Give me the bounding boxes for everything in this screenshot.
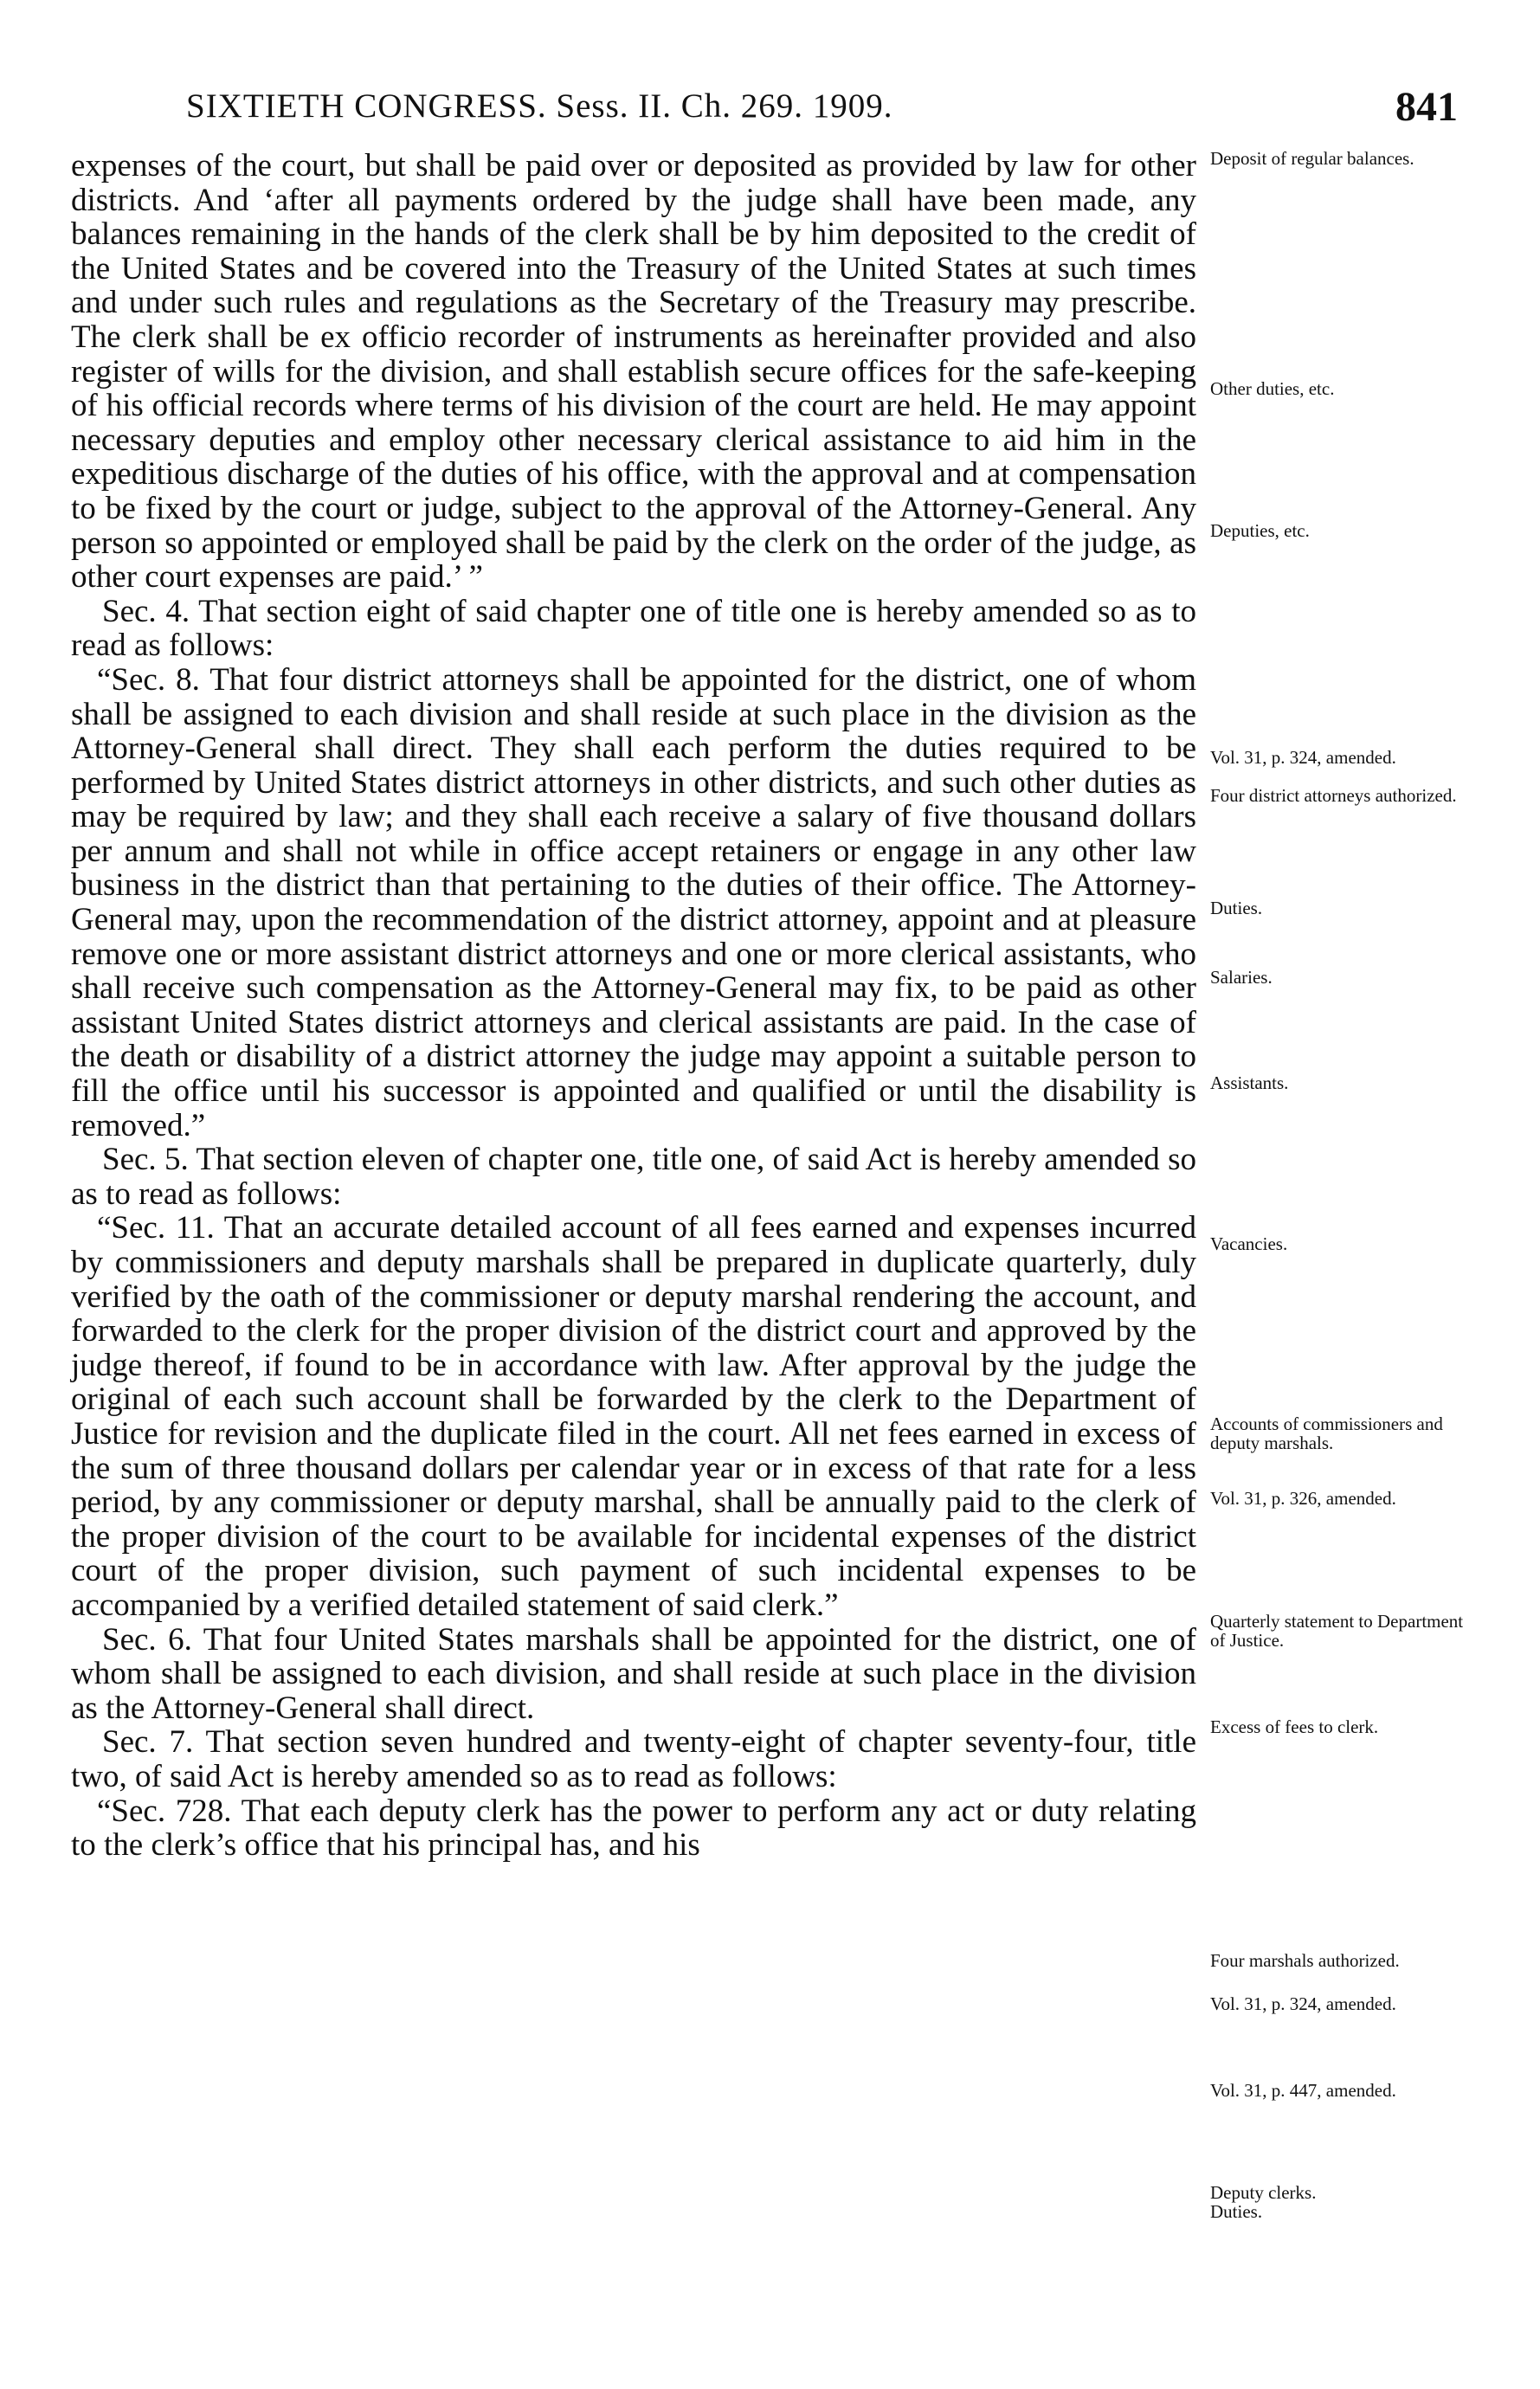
running-head: SIXTIETH CONGRESS. Sess. II. Ch. 269. 1909.	[186, 87, 893, 125]
marginal-note: Vol. 31, p. 326, amended.	[1210, 1488, 1396, 1509]
marginal-note: Vol. 31, p. 447, amended.	[1210, 2080, 1396, 2101]
paragraph-sec-6: Sec. 6. That four United States marshals shall be appointed for the district, one of whom shall be assigned to each division, and shall reside at such place in the division as the Attorney-General shall direct.	[71, 1621, 1196, 1726]
body-text	[71, 149, 1196, 1863]
page-header	[0, 84, 1540, 138]
marginal-note: Deputies, etc.	[1210, 520, 1310, 541]
paragraph-clerk-duties: expenses of the court, but shall be paid over or deposited as provided by law for other districts. And ‘after all payments ordered by the judge shall have been made, any balances remaining in the hands of the clerk shall be by him deposited to the credit of the United States and be covered into the Treasury of the United States at such times and under such rules and regulations as the Secretary of the Treasury may prescribe. The clerk shall be ex officio recorder of instruments as hereinafter provided and also register of wills for the division, and shall establish secure offices for the safe-keeping of his official records where terms of his division of the court are held. He may appoint necessary deputies and employ other necessary clerical assistance to aid him in the expeditious discharge of the duties of his office, with the approval and at compensation to be fixed by the court or judge, subject to the approval of the Attorney-General. Any person so appointed or employed shall be paid by the clerk on the order of the judge, as other court expenses are paid.’ ”	[71, 148, 1196, 596]
marginal-note: Other duties, etc.	[1210, 378, 1335, 399]
marginal-note: Deputy clerks.	[1210, 2182, 1317, 2203]
marginal-note: Vacancies.	[1210, 1233, 1288, 1254]
marginal-note: Four marshals authorized.	[1210, 1950, 1400, 1971]
marginal-note: Four district attorneys authorized.	[1210, 785, 1457, 806]
paragraph-sec-7: Sec. 7. That section seven hundred and twenty-eight of chapter seventy-four, title two, of said Act is hereby amended so as to read as follows:	[71, 1724, 1196, 1794]
marginal-note: Duties.	[1210, 2201, 1263, 2222]
marginal-note: Deposit of regular balances.	[1210, 148, 1414, 169]
marginal-note: Duties.	[1210, 898, 1263, 918]
marginal-note: Vol. 31, p. 324, amended.	[1210, 1993, 1396, 2014]
paragraph-sec-4: Sec. 4. That section eight of said chapter one of title one is hereby amended so as to read as follows:	[71, 593, 1196, 664]
marginal-note: Assistants.	[1210, 1072, 1289, 1093]
marginal-note: Salaries.	[1210, 967, 1273, 988]
marginal-note: Excess of fees to clerk.	[1210, 1716, 1379, 1737]
paragraph-sec-8: “Sec. 8. That four district attorneys shall be appointed for the district, one of whom shall be assigned to each division and shall reside at such place in the division as the Attorney-General shall direct. They shall each perform the duties required to be performed by United States district attorneys in other districts, and such other duties as may be required by law; and they shall each receive a salary of five thousand dollars per annum and shall not while in office accept retainers or engage in any other law business in the district than that pertaining to the duties of their office. The Attorney-General may, upon the recommendation of the district attorney, appoint and at pleasure remove one or more assistant district attorneys and one or more clerical assistants, who shall receive such compensation as the Attorney-General may fix, to be paid as other assistant United States district attorneys and clerical assistants are paid. In the case of the death or disability of a district attorney the judge may appoint a suitable person to fill the office until his successor is appointed and qualified or until the disability is removed.”	[71, 661, 1196, 1143]
marginal-note: Accounts of commissioners and deputy marshals.	[1210, 1413, 1443, 1453]
marginal-note: Vol. 31, p. 324, amended.	[1210, 747, 1396, 768]
paragraph-sec-11: “Sec. 11. That an accurate detailed account of all fees earned and expenses incurred by commissioners and deputy marshals shall be prepared in duplicate quarterly, duly verified by the oath of the commissioner or deputy marshal rendering the account, and forwarded to the clerk for the proper division of the district court and approved by the judge thereof, if found to be in accordance with law. After approval by the judge the original of each such account shall be forwarded by the clerk to the Department of Justice for revision and the duplicate filed in the court. All net fees earned in excess of the sum of three thousand dollars per calendar year or in excess of that rate for a less period, by any commissioner or deputy marshal, shall be annually paid to the clerk of the proper division of the court to be available for incidental expenses of the district court of the proper division, such payment of such incidental expenses to be accompanied by a verified detailed statement of said clerk.”	[71, 1210, 1196, 1623]
marginal-note: Quarterly statement to Department of Justice.	[1210, 1611, 1464, 1651]
paragraph-sec-5: Sec. 5. That section eleven of chapter one, title one, of said Act is hereby amended so as to read as follows:	[71, 1142, 1196, 1212]
page-number: 841	[1395, 84, 1458, 130]
paragraph-sec-728: “Sec. 728. That each deputy clerk has the power to perform any act or duty relating to the clerk’s office that his principal has, and his	[71, 1793, 1196, 1864]
